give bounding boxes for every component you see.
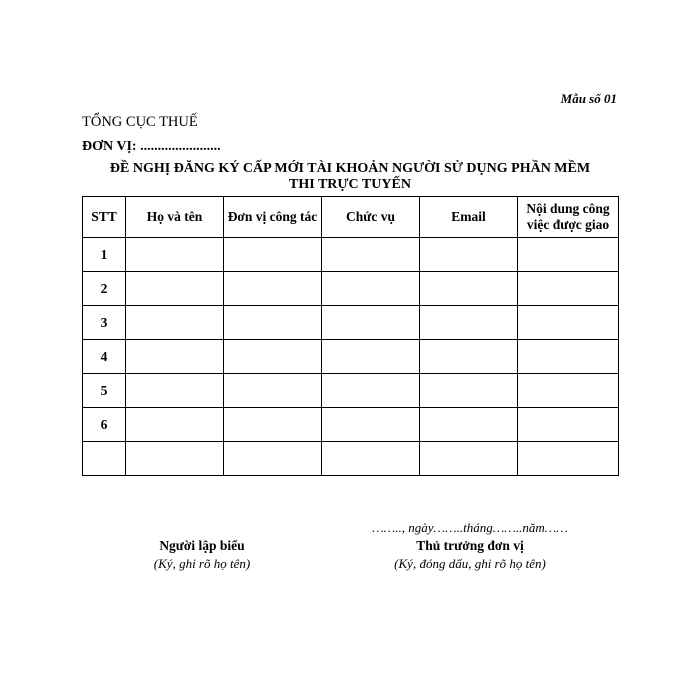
cell-stt: 1 (83, 238, 126, 272)
cell-assigned-work (518, 238, 619, 272)
head-of-unit-note: (Ký, đóng dấu, ghi rõ họ tên) (394, 556, 546, 571)
head-of-unit-role: Thủ trưởng đơn vị (416, 538, 524, 553)
column-header-stt: STT (83, 197, 126, 238)
cell-stt: 3 (83, 306, 126, 340)
preparer-signature-block (112, 537, 292, 572)
document-title-line-2: THI TRỰC TUYẾN (289, 177, 411, 192)
cell-assigned-work (518, 272, 619, 306)
cell-email (420, 442, 518, 476)
column-header-full-name: Họ và tên (126, 197, 224, 238)
column-header-unit: Đơn vị công tác (224, 197, 322, 238)
cell-email (420, 306, 518, 340)
cell-stt: 4 (83, 340, 126, 374)
cell-full-name (126, 374, 224, 408)
column-header-email: Email (420, 197, 518, 238)
column-header-assigned-work: Nội dung công việc được giao (518, 197, 619, 238)
cell-position (322, 306, 420, 340)
cell-assigned-work (518, 340, 619, 374)
table-row (83, 306, 619, 340)
form-code: Mẫu số 01 (560, 91, 617, 106)
table-row (83, 340, 619, 374)
cell-email (420, 272, 518, 306)
cell-unit (224, 408, 322, 442)
cell-stt: 5 (83, 374, 126, 408)
cell-stt: 6 (83, 408, 126, 442)
date-line: …….., ngày……..tháng……..năm…… (372, 520, 568, 535)
cell-position (322, 238, 420, 272)
cell-unit (224, 442, 322, 476)
cell-email (420, 340, 518, 374)
cell-email (420, 408, 518, 442)
cell-unit (224, 374, 322, 408)
cell-position (322, 272, 420, 306)
cell-email (420, 238, 518, 272)
cell-full-name (126, 340, 224, 374)
cell-full-name (126, 272, 224, 306)
cell-full-name (126, 238, 224, 272)
cell-unit (224, 306, 322, 340)
preparer-note: (Ký, ghi rõ họ tên) (153, 556, 251, 571)
table-row (83, 374, 619, 408)
cell-position (322, 408, 420, 442)
head-of-unit-signature-block (350, 537, 590, 572)
cell-full-name (126, 408, 224, 442)
preparer-role: Người lập biểu (159, 538, 245, 553)
cell-unit (224, 272, 322, 306)
cell-position (322, 442, 420, 476)
agency-name: TỔNG CỤC THUẾ (82, 114, 198, 130)
document-title-line-1: ĐỀ NGHỊ ĐĂNG KÝ CẤP MỚI TÀI KHOẢN NGƯỜI SỬ DỤNG PHẦN MỀM (109, 161, 591, 176)
table-body (83, 238, 619, 476)
cell-assigned-work (518, 374, 619, 408)
cell-unit (224, 340, 322, 374)
table-row (83, 238, 619, 272)
table-row (83, 272, 619, 306)
document-title (82, 161, 618, 193)
cell-assigned-work (518, 306, 619, 340)
cell-position (322, 374, 420, 408)
table-header-row (83, 197, 619, 238)
cell-full-name (126, 442, 224, 476)
cell-assigned-work (518, 408, 619, 442)
cell-position (322, 340, 420, 374)
table-row (83, 442, 619, 476)
registration-table (82, 196, 619, 476)
cell-email (420, 374, 518, 408)
column-header-position: Chức vụ (322, 197, 420, 238)
table-row (83, 408, 619, 442)
cell-full-name (126, 306, 224, 340)
cell-unit (224, 238, 322, 272)
cell-assigned-work (518, 442, 619, 476)
cell-stt: 2 (83, 272, 126, 306)
cell-stt (83, 442, 126, 476)
unit-line: ĐƠN VỊ: ....................... (82, 139, 221, 154)
